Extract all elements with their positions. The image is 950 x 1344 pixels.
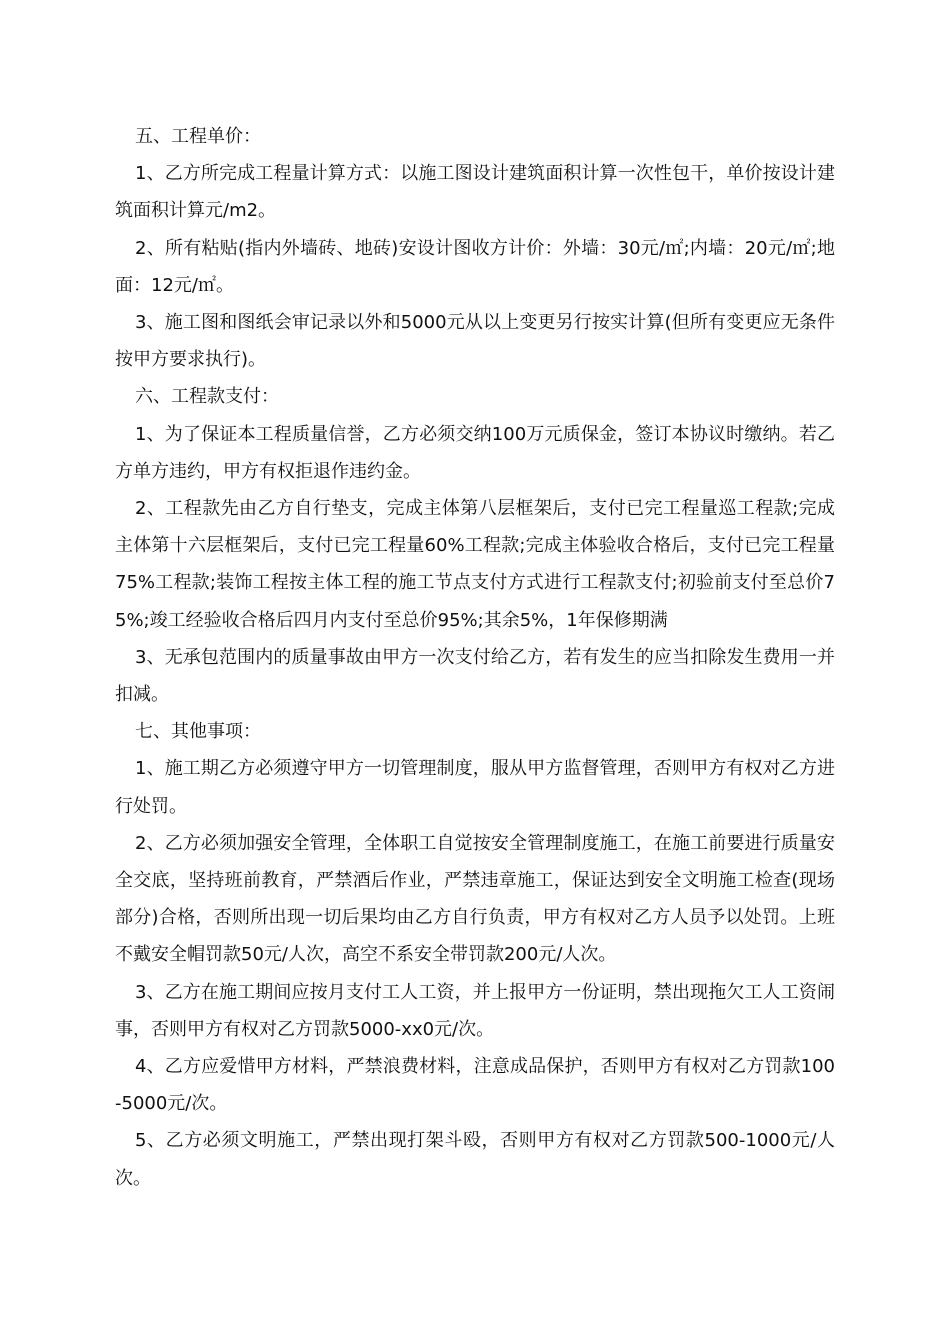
- section-heading-payment: 六、工程款支付：: [135, 386, 279, 408]
- paragraph: 2、乙方必须加强安全管理，全体职工自觉按安全管理制度施工，在施工前要进行质量安全交底，坚持班前教育，严禁酒后作业，严禁违章施工，保证达到安全文明施工检查(现场部分)合格，否则所出现一切后果均由乙方自行负责，甲方有权对乙方人员予以处罚。上班不戴安全帽罚款50元/人次，高空不系安全带罚款200元/人次。: [115, 832, 835, 966]
- paragraph: 3、施工图和图纸会审记录以外和5000元从以上变更另行按实计算(但所有变更应无条件按甲方要求执行)。: [115, 312, 835, 371]
- paragraph: 1、施工期乙方必须遵守甲方一切管理制度，服从甲方监督管理，否则甲方有权对乙方进行处罚。: [115, 758, 835, 817]
- paragraph: 2、所有粘贴(指内外墙砖、地砖)安设计图收方计价：外墙：30元/㎡;内墙：20元/㎡;地面：12元/㎡。: [115, 237, 835, 296]
- section-heading-unit-price: 五、工程单价：: [135, 126, 261, 147]
- paragraph: 1、乙方所完成工程量计算方式：以施工图设计建筑面积计算一次性包干，单价按设计建筑面积计算元/m2。: [115, 163, 835, 222]
- paragraph: 5、乙方必须文明施工，严禁出现打架斗殴，否则甲方有权对乙方罚款500-1000元/人次。: [115, 1130, 835, 1189]
- paragraph: 4、乙方应爱惜甲方材料，严禁浪费材料，注意成品保护，否则甲方有权对乙方罚款100-5000元/次。: [115, 1056, 835, 1115]
- document-body: [115, 118, 835, 1197]
- section-heading-other-matters: 七、其他事项：: [135, 721, 261, 743]
- paragraph: 2、工程款先由乙方自行垫支，完成主体第八层框架后，支付已完工程量巡工程款;完成主体第十六层框架后，支付已完工程量60%工程款;完成主体验收合格后，支付已完工程量75%工程款;装饰工程按主体工程的施工节点支付方式进行工程款支付;初验前支付至总价75%;竣工经验收合格后四月内支付至总价95%;其余5%，1年保修期满: [115, 498, 835, 631]
- paragraph: 3、无承包范围内的质量事故由甲方一次支付给乙方，若有发生的应当扣除发生费用一并扣减。: [115, 646, 835, 706]
- paragraph: 1、为了保证本工程质量信誉，乙方必须交纳100万元质保金，签订本协议时缴纳。若乙方单方违约，甲方有权拒退作违约金。: [115, 423, 835, 482]
- paragraph: 3、乙方在施工期间应按月支付工人工资，并上报甲方一份证明，禁出现拖欠工人工资闹事，否则甲方有权对乙方罚款5000-xx0元/次。: [115, 981, 835, 1040]
